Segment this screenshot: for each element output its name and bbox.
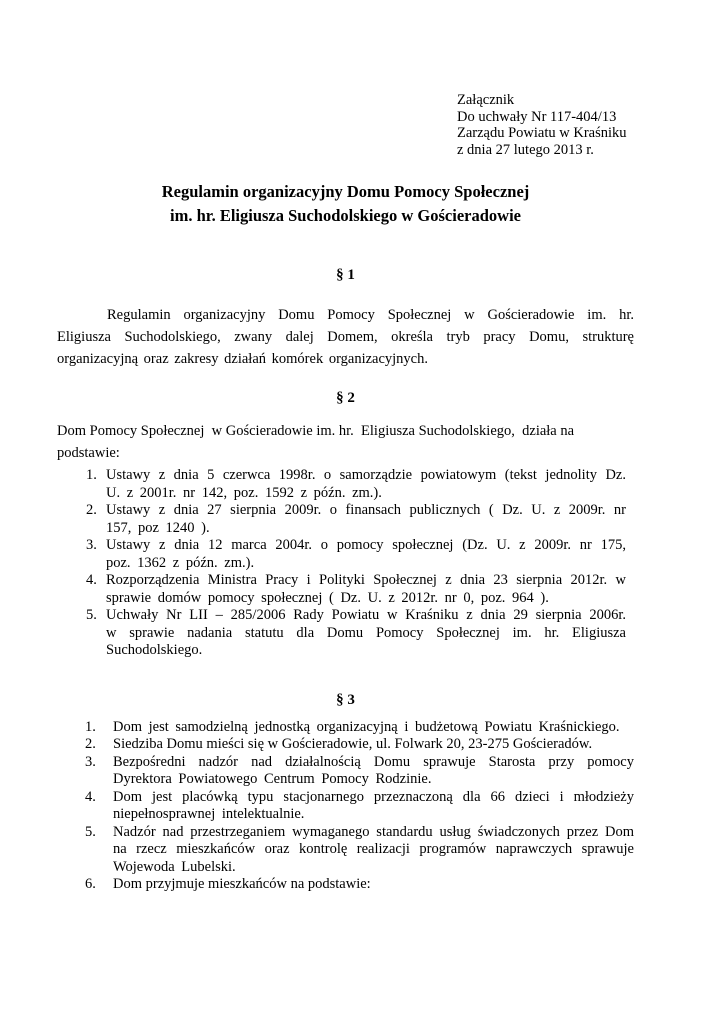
list-item — [57, 736, 634, 754]
list-item-number: 3. — [86, 537, 97, 553]
list-item-number: 6. — [85, 876, 96, 892]
list-item-number: 3. — [85, 753, 96, 770]
document-title — [57, 180, 634, 228]
annotation-line: Zarządu Powiatu w Kraśniku — [457, 125, 627, 141]
section-2-intro: Dom Pomocy Społecznej w Gościeradowie im. hr. Eligiusza Suchodolskiego, działa na podstawie: — [57, 423, 578, 461]
list-item-text: Ustawy z dnia 12 marca 2004r. o pomocy społecznej (Dz. U. z 2009r. nr 175, poz. 1362 z późn. zm.). — [106, 537, 626, 571]
list-item — [57, 502, 634, 537]
annotation-line: z dnia 27 lutego 2013 r. — [457, 141, 594, 158]
list-item-number: 4. — [86, 572, 97, 588]
list-item — [57, 754, 634, 789]
section-3-heading: § 3 — [336, 691, 355, 708]
list-item-text: Dom jest samodzielną jednostką organizacyjną i budżetową Powiatu Kraśnickiego. — [113, 718, 620, 735]
annotation-line: Do uchwały Nr 117-404/13 — [457, 108, 617, 125]
list-item-text: Dom jest placówką typu stacjonarnego przeznaczoną dla 66 dzieci i młodzieży niepełnosprawnej intelektualnie. — [113, 788, 634, 822]
section-1-paragraph: Regulamin organizacyjny Domu Pomocy Społecznej w Gościeradowie im. hr. Eligiusza Suchodolskiego, zwany dalej Domem, określa tryb pracy Domu, strukturę organizacyjną oraz zakresy działań komórek organizacyjnych. — [57, 307, 634, 367]
list-item-number: 1. — [85, 718, 96, 735]
section-3-list — [57, 719, 634, 894]
list-item-text: Bezpośredni nadzór nad działalnością Domu sprawuje Starosta przy pomocy Dyrektora Powiatowego Centrum Pomocy Rodzinie. — [113, 753, 634, 787]
list-item-number: 4. — [85, 788, 96, 805]
list-item-number: 2. — [86, 502, 97, 518]
list-item-number: 5. — [85, 823, 96, 840]
list-item-text: Dom przyjmuje mieszkańców na podstawie: — [113, 876, 371, 892]
section-2-list — [57, 467, 634, 660]
list-item — [57, 572, 634, 607]
section-2-heading: § 2 — [336, 390, 355, 406]
list-item — [57, 789, 634, 824]
section-1-heading: § 1 — [336, 267, 355, 283]
annotation-block — [457, 92, 634, 158]
list-item — [57, 824, 634, 877]
list-item-text: Ustawy z dnia 5 czerwca 1998r. o samorządzie powiatowym (tekst jednolity Dz. U. z 2001r. nr 142, poz. 1592 z późn. zm.). — [106, 467, 626, 501]
list-item — [57, 467, 634, 502]
list-item-text: Nadzór nad przestrzeganiem wymaganego standardu usług świadczonych przez Dom na rzecz mieszkańców oraz kontrolę realizacji programów naprawczych sprawuje Wojewoda Lubelski. — [113, 823, 634, 875]
document-title-line: im. hr. Eligiusza Suchodolskiego w Gościeradowie — [170, 206, 521, 225]
list-item-text: Uchwały Nr LII – 285/2006 Rady Powiatu w Kraśniku z dnia 29 sierpnia 2006r. w sprawie nadania statutu dla Domu Pomocy Społecznej im. hr. Eligiusza Suchodolskiego. — [106, 607, 626, 658]
list-item — [57, 719, 634, 737]
list-item-text: Siedziba Domu mieści się w Gościeradowie, ul. Folwark 20, 23-275 Gościeradów. — [113, 736, 593, 752]
annotation-line: Załącznik — [457, 92, 515, 108]
list-item-text: Rozporządzenia Ministra Pracy i Polityki Społecznej z dnia 23 sierpnia 2012r. w sprawie domów pomocy społecznej ( Dz. U. z 2012r. nr 0, poz. 964 ). — [106, 572, 626, 606]
list-item-number: 2. — [85, 736, 96, 752]
list-item — [57, 607, 634, 660]
list-item — [57, 537, 634, 572]
list-item-text: Ustawy z dnia 27 sierpnia 2009r. o finansach publicznych ( Dz. U. z 2009r. nr 157, poz 1240 ). — [106, 502, 626, 536]
list-item-number: 5. — [86, 607, 97, 623]
list-item — [57, 876, 634, 894]
list-item-number: 1. — [86, 467, 97, 483]
document-title-line: Regulamin organizacyjny Domu Pomocy Społecznej — [161, 182, 530, 201]
